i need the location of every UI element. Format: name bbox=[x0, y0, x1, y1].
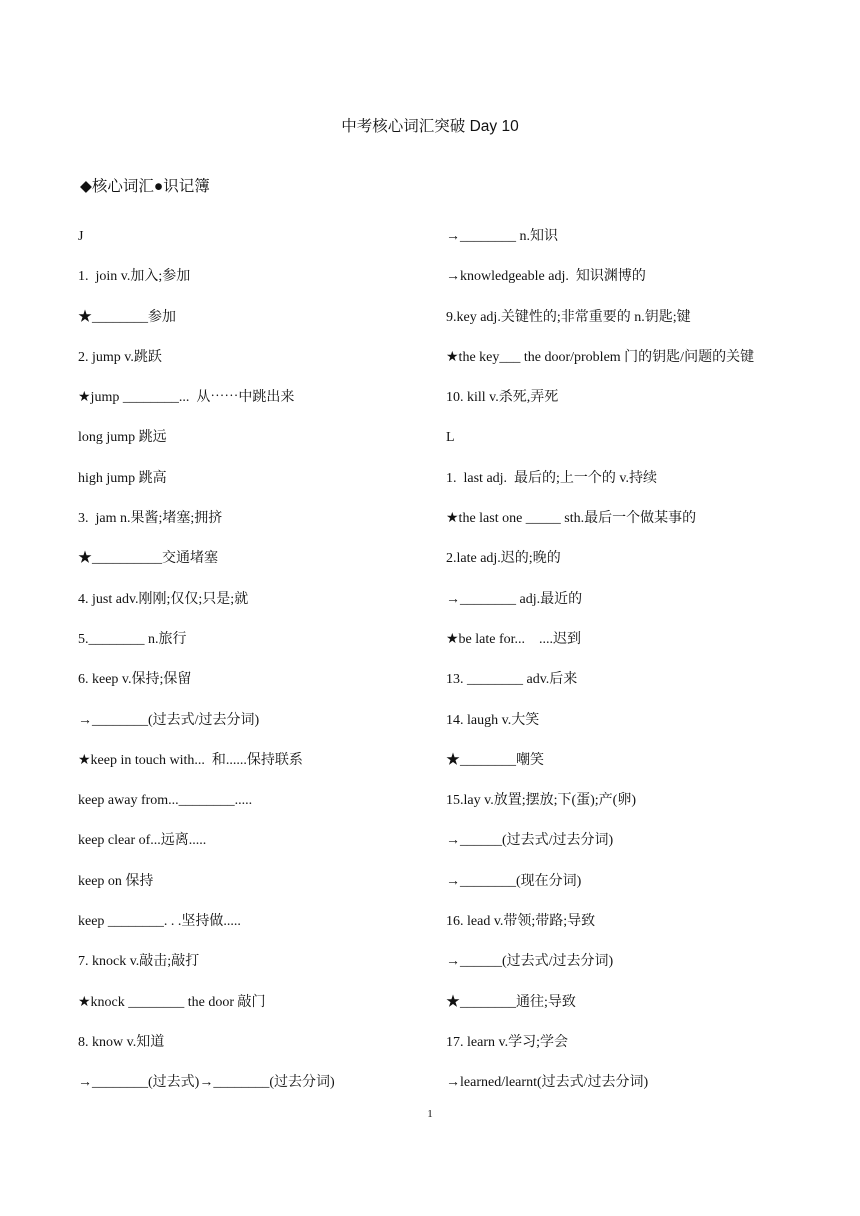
vocab-line: →________ n.知识 bbox=[446, 229, 558, 244]
vocab-line: keep clear of...远离..... bbox=[78, 833, 207, 849]
vocab-line: →knowledgeable adj. 知识渊博的 bbox=[446, 269, 646, 285]
vocab-line: J bbox=[78, 229, 84, 244]
vocab-line: 6. keep v.保持;保留 bbox=[78, 672, 192, 688]
vocab-line: 15.lay v.放置;摆放;下(蛋);产(卵) bbox=[446, 793, 637, 809]
vocab-line: long jump 跳远 bbox=[78, 430, 167, 446]
vocab-line: ★be late for... ....迟到 bbox=[446, 631, 582, 647]
vocab-line: 2.late adj.迟的;晚的 bbox=[446, 551, 561, 567]
vocab-line: →________(过去式)→________(过去分词) bbox=[78, 1075, 335, 1091]
vocab-line: 5.________ n.旅行 bbox=[78, 631, 187, 647]
vocab-line: 17. learn v.学习;学会 bbox=[446, 1034, 568, 1050]
vocab-line: 7. knock v.敲击;敲打 bbox=[78, 954, 200, 970]
vocab-line: keep ________. . .坚持做..... bbox=[78, 914, 241, 930]
vocab-line: 9.key adj.关键性的;非常重要的 n.钥匙;键 bbox=[446, 309, 691, 325]
vocab-line: 8. know v.知道 bbox=[78, 1034, 165, 1050]
vocab-line: →________(过去式/过去分词) bbox=[78, 712, 260, 728]
vocab-line: 13. ________ adv.后来 bbox=[446, 672, 578, 688]
vocab-line: ★jump ________... 从⋯⋯中跳出来 bbox=[78, 390, 295, 406]
vocab-line: keep on 保持 bbox=[78, 873, 154, 889]
vocab-line: →______(过去式/过去分词) bbox=[446, 833, 614, 849]
section-heading: ◆核心词汇●识记簿 bbox=[80, 178, 210, 195]
vocab-line: 10. kill v.杀死,弄死 bbox=[446, 390, 559, 406]
vocab-line: ★________嘲笑 bbox=[446, 752, 544, 768]
vocab-line: ★________通往;导致 bbox=[446, 994, 576, 1010]
vocab-line: 14. laugh v.大笑 bbox=[446, 712, 540, 728]
vocab-line: high jump 跳高 bbox=[78, 470, 167, 486]
vocab-line: ★knock ________ the door 敲门 bbox=[78, 994, 266, 1010]
left-column bbox=[78, 226, 428, 1113]
vocab-line: ★__________交通堵塞 bbox=[78, 551, 218, 567]
vocab-line: ★________参加 bbox=[78, 309, 176, 325]
vocab-line: 3. jam n.果酱;堵塞;拥挤 bbox=[78, 511, 223, 527]
vocab-line: ★the key___ the door/problem 门的钥匙/问题的关键 bbox=[446, 349, 755, 365]
vocab-line: →________(现在分词) bbox=[446, 873, 582, 889]
vocab-line: ★the last one _____ sth.最后一个做某事的 bbox=[446, 511, 697, 527]
vocab-line: 16. lead v.带领;带路;导致 bbox=[446, 914, 596, 930]
vocab-line: →learned/learnt(过去式/过去分词) bbox=[446, 1075, 649, 1091]
vocab-line: 1. last adj. 最后的;上一个的 v.持续 bbox=[446, 470, 658, 486]
right-column bbox=[446, 226, 826, 1113]
document-title: 中考核心词汇突破 Day 10 bbox=[341, 118, 519, 135]
vocab-line: keep away from...________..... bbox=[78, 793, 253, 809]
vocab-line: 4. just adv.刚刚;仅仅;只是;就 bbox=[78, 591, 249, 607]
page-number: 1 bbox=[427, 1108, 433, 1120]
vocab-line: →________ adj.最近的 bbox=[446, 591, 583, 607]
vocab-line: 1. join v.加入;参加 bbox=[78, 269, 191, 285]
vocab-line: →______(过去式/过去分词) bbox=[446, 954, 614, 970]
vocab-line: L bbox=[446, 430, 455, 446]
vocab-line: 2. jump v.跳跃 bbox=[78, 349, 162, 365]
vocab-line: ★keep in touch with... 和......保持联系 bbox=[78, 752, 303, 768]
